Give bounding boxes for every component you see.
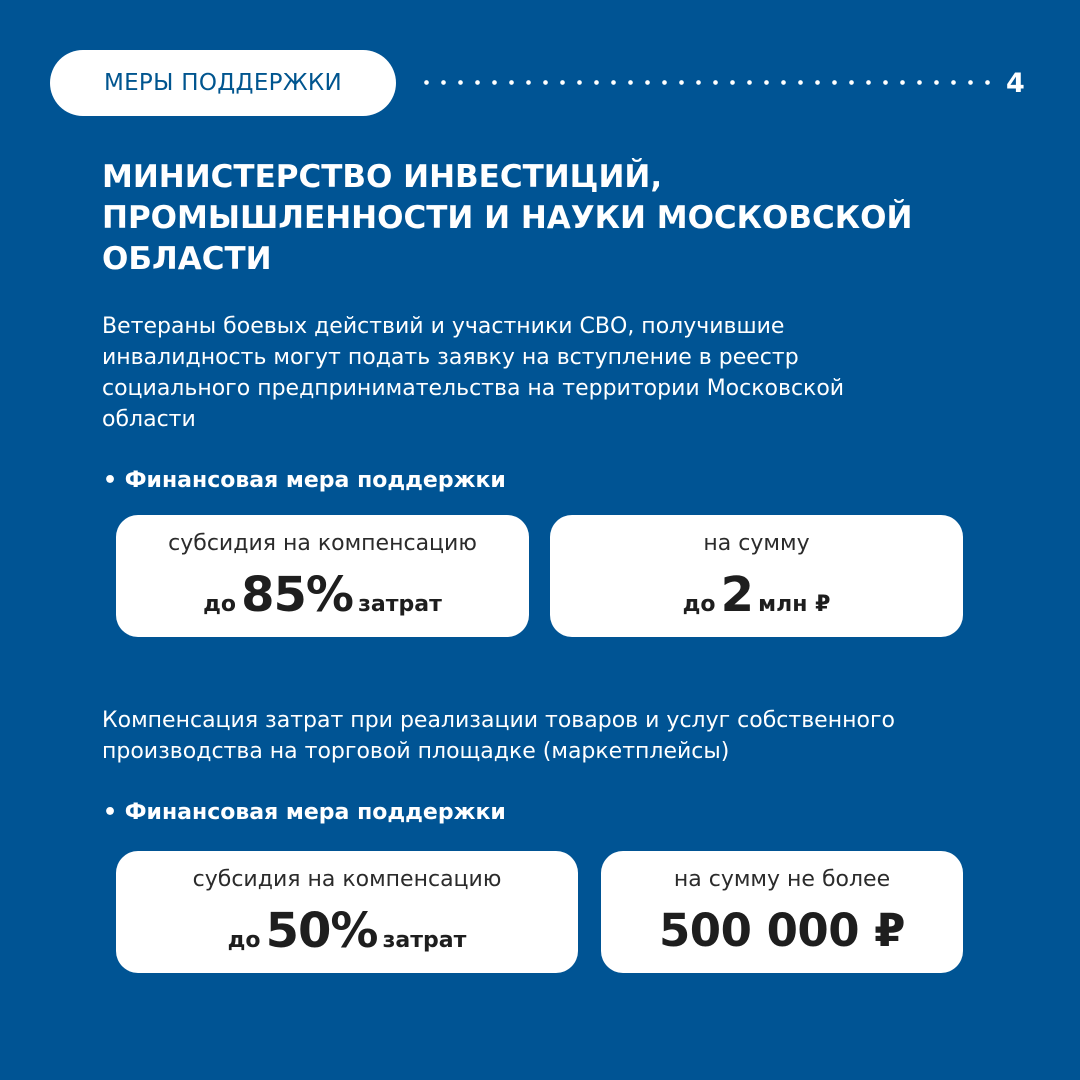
section2-description: Компенсация затрат при реализации товаров и услуг собственного производства на торговой площадке (маркетплейсы) <box>102 708 895 764</box>
value-prefix: до <box>682 592 716 617</box>
value-number: 500 000 ₽ <box>658 904 905 957</box>
section-tag: МЕРЫ ПОДДЕРЖКИ <box>50 50 396 116</box>
section2-amount-card <box>601 851 963 973</box>
value-suffix: затрат <box>358 592 442 617</box>
card-caption: на сумму <box>703 531 810 556</box>
section2-subsidy-card <box>116 851 578 973</box>
dotted-divider <box>418 80 998 85</box>
value-number: 2 <box>720 567 754 623</box>
value-suffix: млн ₽ <box>758 592 831 617</box>
card-value <box>116 901 578 972</box>
section1-bullet: • Финансовая мера поддержки <box>103 468 506 493</box>
value-prefix: до <box>227 928 261 953</box>
card-value <box>116 565 529 636</box>
section2-bullet: • Финансовая мера поддержки <box>103 800 506 825</box>
value-prefix: до <box>203 592 237 617</box>
section1-description: Ветераны боевых действий и участники СВО, получившие инвалидность могут подать заявку на вступление в реестр социального предпринимательства на территории Московской области <box>102 314 845 432</box>
card-value <box>601 901 963 971</box>
section1-subsidy-card <box>116 515 529 637</box>
card-caption: на сумму не более <box>673 867 891 892</box>
page-title: МИНИСТЕРСТВО ИНВЕСТИЦИЙ, ПРОМЫШЛЕННОСТИ И НАУКИ МОСКОВСКОЙ ОБЛАСТИ <box>102 159 913 277</box>
card-caption: субсидия на компенсацию <box>192 867 502 892</box>
value-suffix: затрат <box>382 928 467 953</box>
section1-amount-card <box>550 515 963 637</box>
card-value <box>550 565 963 636</box>
value-number: 85% <box>241 567 354 623</box>
value-number: 50% <box>265 903 378 959</box>
page-number: 4 <box>1006 68 1025 99</box>
card-caption: субсидия на компенсацию <box>168 531 477 556</box>
